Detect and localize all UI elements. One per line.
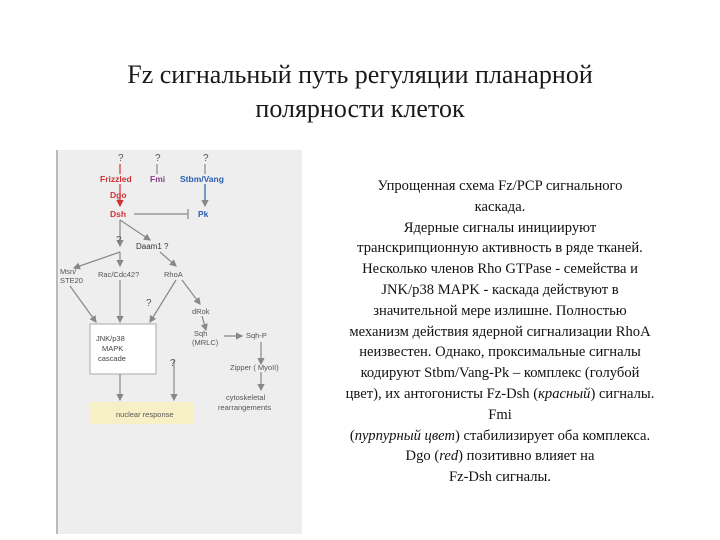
slide-title bbox=[40, 58, 680, 126]
fmi-node: Fmi bbox=[150, 174, 166, 184]
body-line-11-italic: красный bbox=[538, 385, 591, 402]
body-line-11-a: цвет), их антогонисты Fz-Dsh ( bbox=[345, 385, 539, 402]
drok-node: dRok bbox=[192, 307, 210, 316]
body-line-11 bbox=[308, 384, 692, 405]
unknown-signal-1: ? bbox=[118, 153, 124, 164]
body-line-11-c: ) сигналы. bbox=[590, 385, 655, 402]
zipper-node: Zipper ( MyoII) bbox=[230, 363, 279, 372]
body-line-9: неизвестен. Однако, проксимальные сигналы bbox=[359, 344, 641, 361]
sqh-node-line-1: Sqh bbox=[194, 329, 208, 338]
unknown-signal-2: ? bbox=[155, 153, 161, 164]
body-line-12: Fmi bbox=[488, 406, 512, 423]
rac-cdc42-node: Rac/Cdc42? bbox=[98, 270, 140, 279]
jnk-node-line-1: JNK/p38 bbox=[96, 334, 125, 343]
unknown-signal-4: ? bbox=[116, 235, 122, 246]
body-line-14-c: ) позитивно влияет на bbox=[458, 448, 595, 465]
body-line-1: Упрощенная схема Fz/PCP сигнального bbox=[377, 178, 623, 194]
unknown-signal-6: ? bbox=[170, 358, 176, 369]
dgo-node: Dgo bbox=[110, 190, 127, 200]
rhoa-node: RhoA bbox=[164, 270, 183, 279]
body-line-13 bbox=[308, 426, 692, 447]
msn-node-line-1: Msn/ bbox=[60, 267, 77, 276]
sqh-node-line-2: (MRLC) bbox=[192, 338, 219, 347]
body-line-14-italic: red bbox=[439, 448, 459, 465]
title-line-1: Fz сигнальный путь регуляции планарной bbox=[127, 60, 593, 89]
body-line-15: Fz-Dsh сигналы. bbox=[448, 469, 552, 486]
body-line-13-c: ) стабилизирует оба комплекса. bbox=[455, 427, 651, 444]
jnk-node-line-2: MAPK bbox=[102, 344, 124, 353]
title-line-2: полярности клеток bbox=[255, 94, 465, 123]
body-line-6: JNK/p38 MAPK - каскада действуют в bbox=[381, 281, 619, 298]
body-line-7: значительной мере излишне. Полностью bbox=[373, 302, 627, 319]
body-line-10: кодируют Stbm/Vang-Pk – комплекс (голубой bbox=[360, 365, 640, 382]
cytoskeletal-node-line-2: rearrangements bbox=[218, 403, 271, 412]
frizzled-node: Frizzled bbox=[100, 174, 132, 184]
jnk-node-line-3: cascade bbox=[98, 354, 126, 363]
unknown-signal-3: ? bbox=[203, 153, 209, 164]
msn-node-line-2: STE20 bbox=[60, 276, 83, 285]
cytoskeletal-node-line-1: cytoskeletal bbox=[226, 393, 266, 402]
body-line-14 bbox=[308, 446, 692, 467]
body-line-4: транскрипционную активность в ряде тканей. bbox=[357, 240, 643, 257]
sqh-p-node: Sqh-P bbox=[246, 331, 267, 340]
body-line-14-a: Dgo ( bbox=[405, 448, 440, 465]
unknown-signal-5: ? bbox=[146, 298, 152, 309]
body-line-3: Ядерные сигналы инициируют bbox=[403, 219, 597, 236]
body-line-13-a: ( bbox=[349, 427, 355, 444]
stbm-vang-node: Stbm/Vang bbox=[180, 174, 224, 184]
daam1-node: Daam1 ? bbox=[136, 242, 169, 251]
nuclear-response-node: nuclear response bbox=[116, 410, 174, 419]
pathway-diagram bbox=[56, 150, 300, 534]
body-line-13-italic: пурпурный цвет bbox=[354, 427, 455, 444]
dsh-node: Dsh bbox=[110, 209, 127, 219]
body-line-2: каскада. bbox=[474, 198, 526, 215]
body-line-8: механизм действия ядерной сигнализации RhoA bbox=[349, 323, 651, 340]
body-line-5: Несколько членов Rho GTPase - семейства и bbox=[362, 261, 638, 278]
pk-node: Pk bbox=[198, 209, 209, 219]
description-text bbox=[308, 176, 692, 488]
